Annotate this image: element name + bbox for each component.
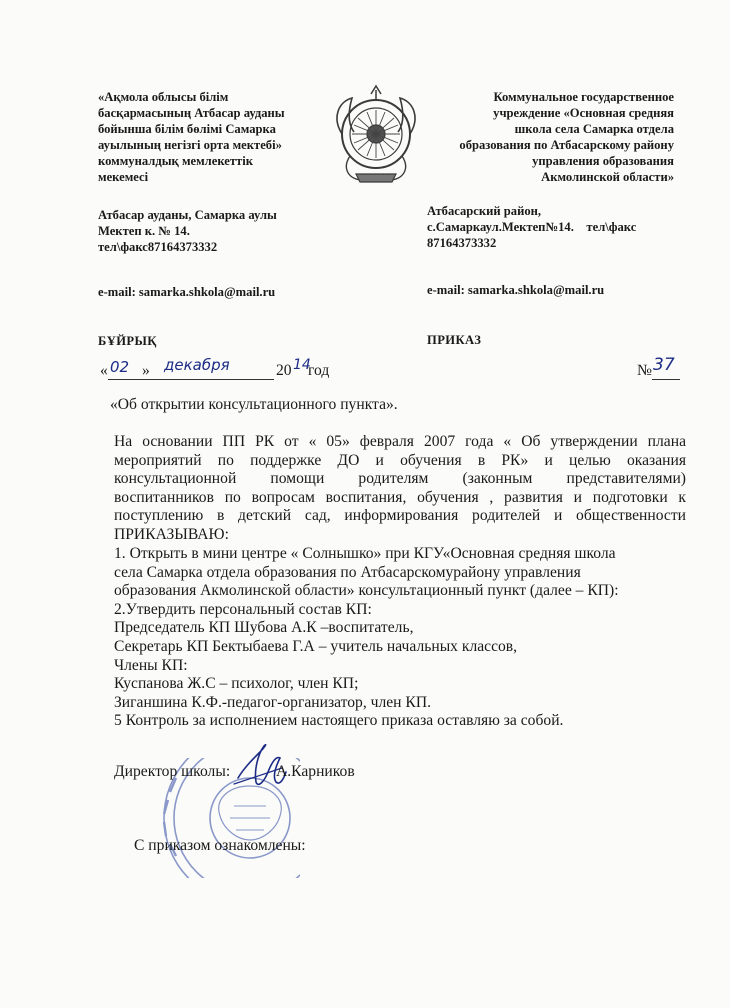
header-ru-line: управления образования	[532, 154, 674, 168]
order-item-line: Зиганшина К.Ф.-педагог-организатор, член КП.	[114, 693, 431, 711]
preamble	[114, 433, 686, 545]
date-underline	[108, 379, 274, 380]
date-close-quote: »	[142, 362, 150, 379]
signature-label: Директор школы:	[114, 763, 231, 780]
order-number	[637, 355, 687, 384]
address-ru	[427, 203, 687, 251]
preamble-line: воспитанников по вопросам воспитания, обучения , развития и подготовки к	[114, 488, 686, 506]
header-kz-line: ауылының негізгі орта мектебі»	[98, 138, 282, 152]
email-ru: e-mail: samarka.shkola@mail.ru	[427, 283, 605, 297]
address-kz	[98, 207, 338, 255]
date-open-quote: «	[100, 362, 108, 379]
order-title-ru: ПРИКАЗ	[427, 333, 482, 347]
acknowledgement-label: С приказом ознакомлены:	[134, 837, 306, 854]
header-kz-line: басқармасының Атбасар ауданы	[98, 106, 285, 120]
header-kz-line: «Ақмола облысы білім	[98, 90, 229, 104]
signature-name: А.Карников	[276, 763, 355, 780]
order-item-line: 2.Утвердить персональный состав КП:	[114, 600, 372, 618]
order-item-line: 5 Контроль за исполнением настоящего приказа оставляю за собой.	[114, 712, 564, 730]
header-ru-line: Коммунальное государственное	[493, 90, 674, 104]
address-ru-line: Атбасарский район,	[427, 204, 542, 218]
order-item-line: Председатель КП Шубова А.К –воспитатель,	[114, 619, 414, 637]
header-kz-line: коммуналдық мемлекеттік	[98, 154, 253, 168]
kazakhstan-state-emblem-icon	[326, 82, 426, 186]
order-item-line: села Самарка отдела образования по Атбасарскомурайону управления	[114, 563, 581, 581]
preamble-line: ПРИКАЗЫВАЮ:	[114, 525, 229, 543]
order-date	[100, 356, 336, 384]
order-number-underline	[652, 379, 680, 380]
address-kz-line: Мектеп к. № 14.	[98, 224, 190, 238]
preamble-line: консультационной помощи родителям (законным представителями)	[114, 470, 686, 488]
email-kz: e-mail: samarka.shkola@mail.ru	[98, 285, 276, 299]
address-kz-line: тел\факс87164373332	[98, 240, 218, 254]
preamble-line: мероприятий по поддержке ДО и обучения в РК» и целью оказания	[114, 451, 686, 469]
date-day: 02	[110, 358, 130, 376]
order-item-line: Члены КП:	[114, 656, 188, 674]
header-ru-line: образования по Атбасарскому району	[459, 138, 674, 152]
header-kz-line: мекемесі	[98, 170, 149, 184]
date-year: 14	[293, 357, 311, 373]
header-ru-block	[420, 89, 674, 185]
order-number-prefix: №	[637, 362, 652, 379]
date-suffix: год	[308, 362, 330, 379]
order-item-line: Куспанова Ж.С – психолог, член КП;	[114, 675, 359, 693]
preamble-line: На основании ПП РК от « 05» февраля 2007 года « Об утверждении плана	[114, 433, 686, 450]
order-title-kz: БҰЙРЫҚ	[98, 334, 157, 348]
header-kz-line: бойынша білім бөлімі Самарка	[98, 122, 276, 136]
order-number-value: 37	[653, 355, 675, 375]
date-year-prefix: 20	[276, 362, 292, 379]
address-ru-line: с.Самаркаул.Мектеп№14. тел\факс	[427, 220, 637, 234]
address-ru-line: 87164373332	[427, 236, 497, 250]
order-items	[114, 545, 694, 731]
header-ru-line: Акмолинской области»	[541, 170, 674, 184]
order-item-line: образования Акмолинской области» консультационный пункт (далее – КП):	[114, 582, 619, 600]
order-item-line: 1. Открыть в мини центре « Солнышко» при КГУ«Основная средняя школа	[114, 545, 616, 562]
order-subject: «Об открытии консультационного пункта».	[110, 396, 398, 413]
header-kz-block	[98, 89, 320, 185]
address-kz-line: Атбасар ауданы, Самарка аулы	[98, 208, 277, 222]
date-month: декабря	[164, 356, 230, 374]
header-ru-line: школа села Самарка отдела	[514, 122, 674, 136]
header-ru-line: учреждение «Основная средняя	[493, 106, 674, 120]
preamble-line: поступлению в детский сад, информирования родителей и общественности	[114, 507, 686, 525]
order-item-line: Секретарь КП Бектыбаева Г.А – учитель начальных классов,	[114, 637, 518, 655]
